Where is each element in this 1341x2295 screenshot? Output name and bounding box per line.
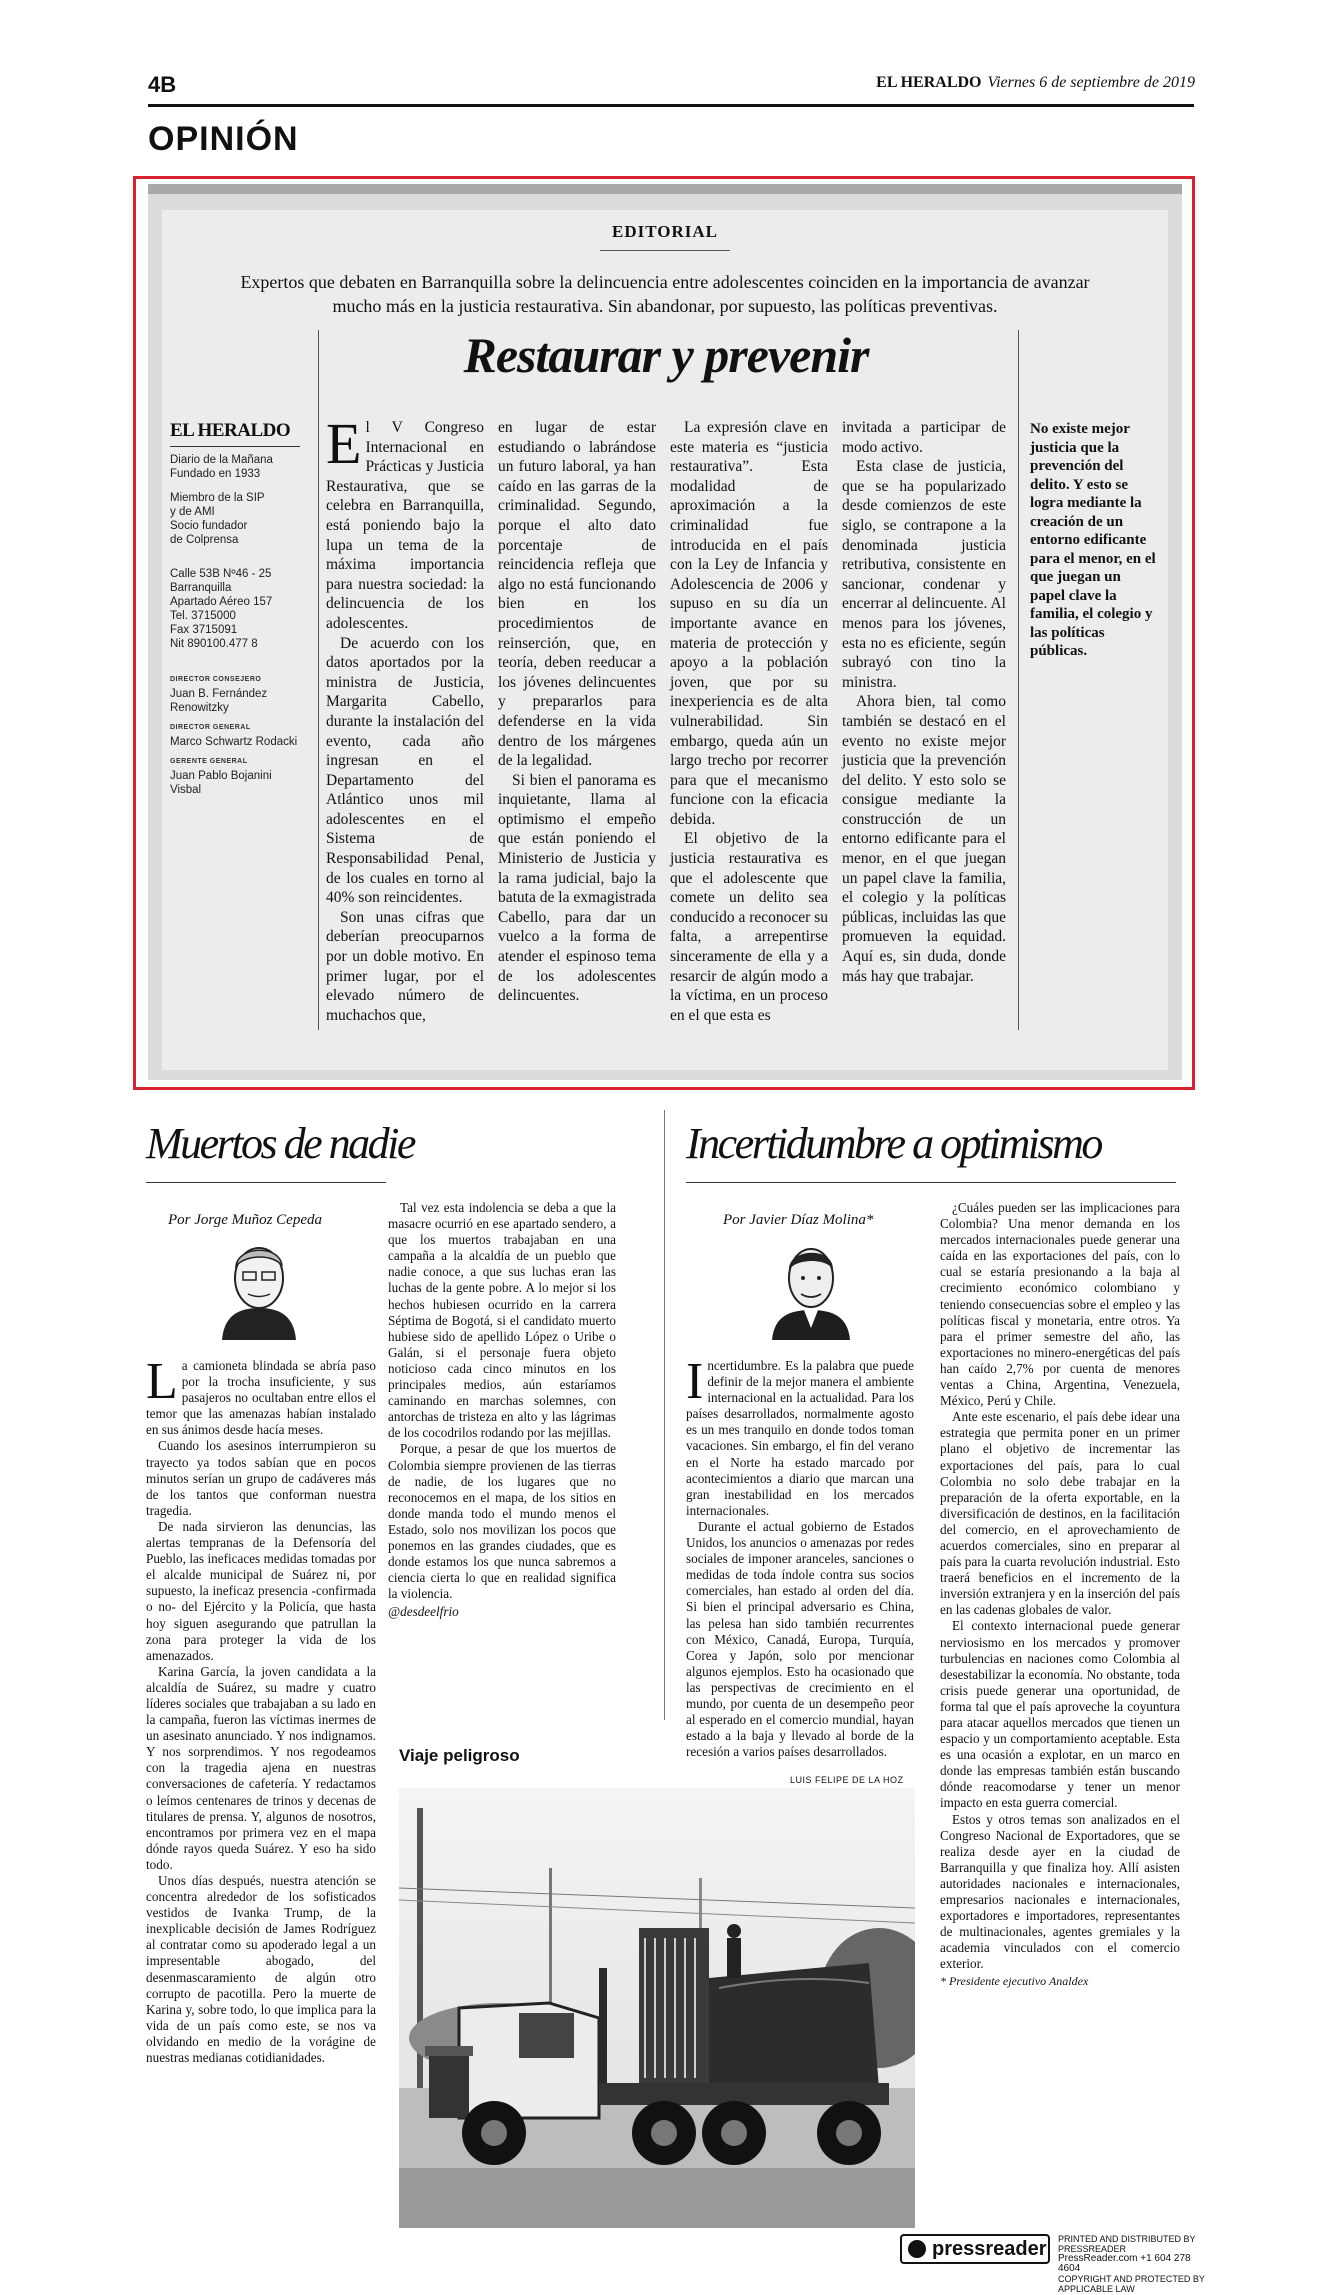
- editorial-label-rule: [600, 250, 730, 251]
- header-rule: [148, 104, 1194, 107]
- pressreader-line: PressReader.com +1 604 278 4604: [1058, 2253, 1191, 2274]
- masthead-line: Tel. 3715000: [170, 610, 236, 622]
- article-column-1: [146, 1353, 376, 2066]
- editorial-label: EDITORIAL: [612, 222, 718, 241]
- editorial-paragraph: invitada a participar de modo activo.: [842, 419, 1006, 456]
- manager-name: Visbal: [170, 784, 202, 796]
- article-dropcap: L: [146, 1353, 178, 1410]
- masthead-line: Fundado en 1933: [170, 468, 261, 480]
- page-number: 4B: [148, 72, 177, 97]
- author-handle: @desdeelfrio: [388, 1604, 459, 1620]
- masthead-logo: EL HERALDO: [170, 420, 300, 447]
- article-paragraph: Karina García, la joven candidata a la alcaldía de Suárez, su madre y cuatro líderes sociales que trabajaban a su lado en la campaña, fueron las víctimas inermes de un asesinato anunciado. Y nos indignamos. Y nos sorprendimos. Y nos regodeamos con la tragedia ajena en nuestras conversaciones de cafetería. Y redactamos o leímos centenares de trinos y decenas de titulares de prensa. Y, algunos de nosotros, encontramos por primera vez en el mapa dónde rayos queda Suárez. Y eso ha sido todo.: [146, 1663, 376, 1872]
- author-portrait: [766, 1236, 856, 1340]
- editorial-summary: Expertos que debaten en Barranquilla sobre la delincuencia entre adolescentes coinciden en la importancia de avanzar mucho más en la justicia restaurativa. Sin abandonar, por supuesto, las políticas preventivas.: [240, 272, 1090, 316]
- manager-label: GERENTE GENERAL: [170, 758, 248, 765]
- general-director-name: Marco Schwartz Rodacki: [170, 736, 298, 748]
- article-paragraph: Cuando los asesinos interrumpieron su trayecto ya todos sabían que en pocos minutos serían un grupo de cadáveres más de los tantos que conforman nuestra tragedia.: [146, 1438, 376, 1518]
- column-rule: [318, 330, 319, 1030]
- article-paragraph: El contexto internacional puede generar nerviosismo en los mercados y promover turbulencias en naciones como Colombia al desestabilizar la economía. No obstante, toda crisis puede generar una oportunidad, de forma tal que el país aproveche la coyuntura para atacar aquellos mercados que tienen un espacio y un comportamiento aceptable. Esta es una ocasión a explotar, en un marco en donde las empresas también están buscando dónde reacomodarse y tener un menor impacto en esta guerra comercial.: [940, 1618, 1180, 1811]
- masthead-line: Barranquilla: [170, 582, 232, 594]
- pressreader-line: COPYRIGHT AND PROTECTED BY APPLICABLE LAW: [1058, 2274, 1205, 2294]
- article-paragraph: Tal vez esta indolencia se deba a que la masacre ocurrió en ese apartado sendero, a que los muertos trabajaban en una campaña a la alcaldía de un pueblo que nadie conoce, a que sus luchas eran las luchas de la gente pobre. A lo mejor si los hechos hubiesen ocurrido en la carrera Séptima de Bogotá, si el candidato muerto hubiese sido de apellido López o Uribe o Galán, si el personaje fuera objeto noticioso cada cinco minutos en los principales medios, aún estaríamos caminando en marchas solemnes, con antorchas de tristeza en alto y las lágrimas de los cocodrilos rodando por las mejillas.: [388, 1200, 616, 1441]
- section-title: OPINIÓN: [148, 120, 299, 158]
- article-paragraph: De nada sirvieron las denuncias, las alertas tempranas de la Defensoría del Pueblo, las ineficaces medidas tomadas por el alcalde municipal de Suárez ni, por supuesto, la ineficaz presencia -confirmada o no- del Ejército y la Policía, que hasta hoy siguen asegurando que patrullan la zona para proteger la vida de los amenazados.: [146, 1518, 376, 1663]
- article-paragraph: Unos días después, nuestra atención se concentra alrededor de los sofisticados vestidos de Ivanka Trump, de la inexplicable decisión de James Rodríguez al contratar como su apoderado legal a un impresentable abogado, del desenmascaramiento de algún otro corrupto de pacotilla. Pero la muerte de Karina y, sobre todo, lo que implica para la vida de un país como este, se nos va olvidando en medio de la vorágine de nuestras medianas cotidianidades.: [146, 1873, 376, 2066]
- editorial-pull-quote: No existe mejor justicia que la prevención del delito. Y esto se logra mediante la creación de un entorno edificante para el menor, en el que juegan un papel clave la familia, el colegio y las políticas públicas.: [1030, 421, 1156, 659]
- title-rule: [686, 1182, 1176, 1183]
- editorial-paragraph: Esta clase de justicia, que se ha popularizado desde comienzos de este siglo, se contrapone a la denominada justicia retributiva, consistente en sancionar, condenar y encerrar al delincuente. Al menos para los jóvenes, esta no es eficiente, según subrayó con tino la ministra.: [842, 458, 1006, 691]
- editorial-paragraph: Ahora bien, tal como también se destacó en el evento no existe mejor justicia que la prevención del delito. Y esto solo se consigue mediante la construcción de un entorno edificante para el menor, en el que juegan un papel clave la familia, el colegio y la políticas públicas, incluidas las que promueven la equidad. Aquí es, sin duda, donde más hay que trabajar.: [842, 693, 1006, 985]
- issue-date: Viernes 6 de septiembre de 2019: [987, 74, 1195, 91]
- pressreader-footer: [900, 2230, 1205, 2294]
- manager-name: Juan Pablo Bojanini: [170, 770, 272, 782]
- pressreader-icon: [908, 2240, 926, 2258]
- editorial-dropcap: E: [326, 411, 362, 476]
- article-column-1: [686, 1353, 914, 1760]
- article-byline: Por Jorge Muñoz Cepeda: [168, 1212, 322, 1228]
- author-portrait: [214, 1236, 304, 1340]
- article-dropcap: I: [686, 1353, 704, 1410]
- editorial-paragraph: De acuerdo con los datos aportados por la ministra de Justicia, Margarita Cabello, durante la instalación del evento, cada año ingresan en el Departamento del Atlántico unos mil adolescentes en el Sistema de Responsabilidad Penal, de los cuales en torno al 40% son reincidentes.: [326, 634, 484, 907]
- article-footnote: * Presidente ejecutivo Analdex: [940, 1973, 1089, 1988]
- director-name: Renowitzky: [170, 702, 229, 714]
- editorial-paragraph: l V Congreso Internacional en Prácticas y Justicia Restaurativa, que se celebra en Barranquilla, está poniendo bajo la lupa un tema de la máxima importancia para nuestra sociedad: la delincuencia de los adolescentes.: [326, 419, 484, 632]
- article-paragraph: ncertidumbre. Es la palabra que puede definir de la mejor manera el ambiente internacional en la actualidad. Para los países desarrollados, normalmente agosto es un mes tranquilo en donde todos toman vacaciones. Sin embargo, el fin del verano en el Norte ha estado marcado por acontecimientos a diario que marcan una gran inestabilidad en los mercados internacionales.: [686, 1358, 914, 1518]
- photo-credit: LUIS FELIPE DE LA HOZ: [790, 1775, 904, 1785]
- editorial-paragraph: Son unas cifras que deberían preocuparnos por un doble motivo. En primer lugar, por el elevado número de muchachos que,: [326, 908, 484, 1024]
- masthead-line: Fax 3715091: [170, 624, 238, 636]
- article-paragraph: Estos y otros temas son analizados en el Congreso Nacional de Exportadores, que se realiza desde ayer en la ciudad de Barranquilla y que finaliza hoy. Allí asisten autoridades nacionales e internacionales, empresarios nacionales e internacionales, exportadores e importadores, representantes de multinacionales, agentes gremiales y la academia vinculados con el comercio exterior.: [940, 1811, 1180, 1972]
- pressreader-info: [1058, 2234, 1208, 2294]
- editorial-paragraph: El objetivo de la justicia restaurativa es que el adolescente que comete un delito sea conducido a reconocer su falta, a arrepentirse sinceramente de ella y a resarcir de algún modo a la víctima, en un proceso en el que esta es: [670, 830, 828, 1024]
- article-column-2: [388, 1200, 616, 1620]
- masthead-line: de Colprensa: [170, 534, 239, 546]
- paper-name: EL HERALDO: [876, 74, 982, 91]
- title-rule: [146, 1182, 386, 1183]
- masthead-line: Nit 890100.477 8: [170, 638, 258, 650]
- article-paragraph: ¿Cuáles pueden ser las implicaciones para Colombia? Una menor demanda en los mercados internacionales puede generar una caída en las exportaciones del país, con lo cual se estaría presionando a la baja al crecimiento económico colombiano y teniendo consecuencias sobre el empleo y las políticas fiscal y monetaria, entre otros. Ya para el primer semestre del año, las exportaciones no minero-energéticas del país han caído 2,7% por cuenta de menores ventas a China, Argentina, Venezuela, México, Perú y Chile.: [940, 1200, 1180, 1409]
- pressreader-line: PRINTED AND DISTRIBUTED BY PRESSREADER: [1058, 2234, 1196, 2254]
- editorial-column-2: [498, 418, 656, 1006]
- editorial-paragraph: La expresión clave en este materia es “justicia restaurativa”. Esta modalidad de aproximación a la criminalidad fue introducida en el país con la Ley de Infancia y Adolescencia de 2006 y supuso en su día un importante avance en materia de protección y apoyo a la población joven, que por su inexperiencia es de alta vulnerabilidad. Sin embargo, queda aún un largo trecho por recorrer para que el mecanismo funcione con la eficacia debida.: [670, 419, 828, 828]
- pressreader-logo: pressreader: [932, 2237, 1047, 2260]
- editorial-column-4: [842, 418, 1006, 986]
- article-title: Muertos de nadie: [146, 1119, 414, 1168]
- general-director-label: DIRECTOR GENERAL: [170, 724, 251, 731]
- masthead-line: Apartado Aéreo 157: [170, 596, 273, 608]
- editorial-column-1: [326, 411, 484, 1025]
- truck-photo: [399, 1788, 915, 2228]
- article-byline: Por Javier Díaz Molina*: [723, 1212, 874, 1228]
- director-label: DIRECTOR CONSEJERO: [170, 676, 262, 683]
- photo-title: Viaje peligroso: [399, 1746, 520, 1765]
- masthead-line: y de AMI: [170, 506, 215, 518]
- article-title: Incertidumbre a optimismo: [686, 1119, 1101, 1168]
- article-paragraph: a camioneta blindada se abría paso por la trocha insuficiente, y sus pasajeros no ocultaban entre ellos el temor que las amenazas habían instalado en sus ánimos desde hacía meses.: [146, 1358, 376, 1438]
- article-divider: [664, 1110, 665, 1720]
- article-column-2: [940, 1200, 1180, 1989]
- editorial-paragraph: en lugar de estar estudiando o labrándose un futuro laboral, ya han caído en las garras de la criminalidad. Segundo, porque el alto dato porcentaje de reincidencia refleja que algo no está funcionando bien en los procedimientos de reinserción, que, en teoría, deben reeducar a los jóvenes delincuentes y prepararlos para defenderse en la vida dentro de los márgenes de la legalidad.: [498, 419, 656, 770]
- article-paragraph: Durante el actual gobierno de Estados Unidos, los anuncios o amenazas por redes sociales de imponer aranceles, sanciones o medidas de toda índole contra sus socios comerciales, han estado al orden del día. Si bien el principal adversario es China, las pelesa han sido también recurrentes con México, Canadá, Europa, Turquía, Corea y Japón, solo por mencionar algunos ejemplos. Esto ha ocasionado que las perspectivas de crecimiento en el mundo, por cuenta de un desempeño peor al esperado en el comercio mundial, hayan estado a la baja y llevado al borde de la recesión a varios países desarrollados.: [686, 1518, 914, 1760]
- masthead-line: Diario de la Mañana: [170, 454, 273, 466]
- director-name: Juan B. Fernández: [170, 688, 268, 700]
- page-header: [876, 74, 1195, 92]
- masthead-line: Calle 53B Nº46 - 25: [170, 568, 272, 580]
- article-paragraph: Porque, a pesar de que los muertos de Colombia siempre provienen de las tierras de nadie, de los lugares que no reconocemos en el mapa, de los sitios en donde manda todo el mundo menos el Estado, solo nos movilizan los pocos que ponemos en las grandes ciudades, que es donde estamos los que nunca sabremos a ciencia cierta lo que en realidad significa la violencia.: [388, 1441, 616, 1602]
- masthead-line: Miembro de la SIP: [170, 492, 265, 504]
- editorial-title: Restaurar y prevenir: [463, 327, 869, 383]
- column-rule: [1018, 330, 1019, 1030]
- masthead-line: Socio fundador: [170, 520, 248, 532]
- editorial-paragraph: Si bien el panorama es inquietante, llama al optimismo el empeño que están poniendo el Ministerio de Justicia y la rama judicial, bajo la batuta de la exmagistrada Cabello, para dar un vuelco a la forma de atender el espinoso tema de los adolescentes delincuentes.: [498, 771, 656, 1005]
- editorial-column-3: [670, 418, 828, 1025]
- masthead-info: [170, 453, 310, 797]
- article-paragraph: Ante este escenario, el país debe idear una estrategia que permita poner en un primer plano el objetivo de incrementar las exportaciones del país, para lo cual Colombia no solo debe trabajar en la preparación de la oferta exportable, en la diversificación de destinos, en la facilitación del comercio, en el aprovechamiento de acuerdos comerciales, sino en preparar al país para la cuarta revolución industrial. Esto traerá beneficios en el incremento de la inversión extranjera y en la inserción del país en las cadenas globales de valor.: [940, 1409, 1180, 1618]
- pressreader-badge: [900, 2234, 1050, 2264]
